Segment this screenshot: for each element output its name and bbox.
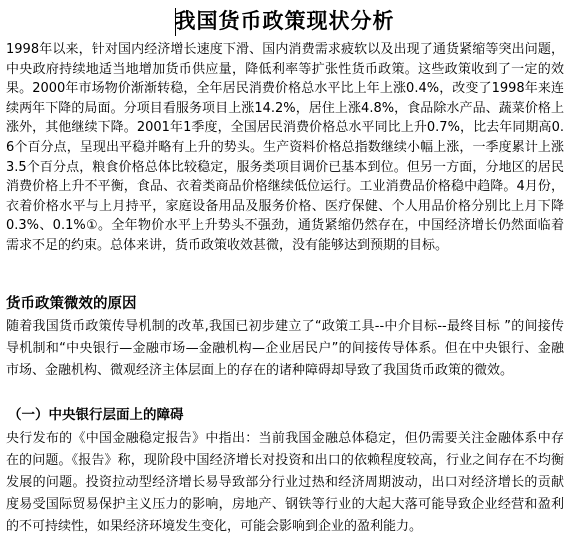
document-title: 我国货币政策现状分析 bbox=[174, 8, 395, 33]
section-heading-causes: 货币政策微效的原因 bbox=[6, 295, 137, 312]
subsection-paragraph-central-bank: 央行发布的《中国金融稳定报告》中指出：当前我国金融总体稳定，但仍需要关注金融体系中存在的问题。《报告》称，现阶段中国经济增长对投资和出口的依赖程度较高，行业之间存在不均衡发展的问题。投资拉动型经济增长易导致部分行业过热和经济周期波动，出口对经济增长的贡献度易受国际贸易保护主义压力的影响，房地产、钢铁等行业的大起大落可能导致企业经营和盈利的不可持续性，如果经济环境发生变化，可能会影响到企业的盈利能力。 bbox=[6, 431, 564, 534]
intro-paragraph: 1998年以来，针对国内经济增长速度下滑、国内消费需求疲软以及出现了通货紧缩等突出问题，中央政府持续地适当地增加货币供应量，降低利率等扩张性货币政策。这些政策收到了一定的效果。2000年市场物价渐渐转稳，全年居民消费价格总水平比上年上涨0.4%，改变了1998年来连续两年下降的局面。分项目看服务项目上涨14.2%，居住上涨4.8%，食品除水产品、蔬菜价格上涨外，其他继续下降。2001年1季度，全国居民消费价格总水平同比上升0.7%，比去年同期高0.6个百分点，呈现出平稳并略有上升的势头。生产资料价格总指数继续小幅上涨，一季度累计上涨3.5个百分点，粮食价格总体比较稳定，服务类项目调价已基本到位。但另一方面，分地区的居民消费价格上升不平衡，食品、衣着类商品价格继续低位运行。工业消费品价格稳中趋降。4月份，衣着价格水平与上月持平，家庭设备用品及服务价格、医疗保健、个人用品价格分别比上月下降0.3%、0.1%①。全年物价水平上升势头不强劲，通货紧缩仍然存在，中国经济增长仍然面临着需求不足的约束。总体来讲，货币政策收效甚微，没有能够达到预期的目标。 bbox=[6, 42, 564, 253]
section-paragraph-causes: 随着我国货币政策传导机制的改革,我国已初步建立了“政策工具--中介目标--最终目标 ”的间接传导机制和“中央银行—金融市场—金融机构—企业居民户”的间接传导体系。但在中央银行、金融市场、金融机构、微观经济主体层面上的存在的诸种障碍却导致了我国货币政策的微效。 bbox=[6, 319, 564, 378]
subsection-heading-central-bank: （一）中央银行层面上的障碍 bbox=[8, 407, 184, 423]
